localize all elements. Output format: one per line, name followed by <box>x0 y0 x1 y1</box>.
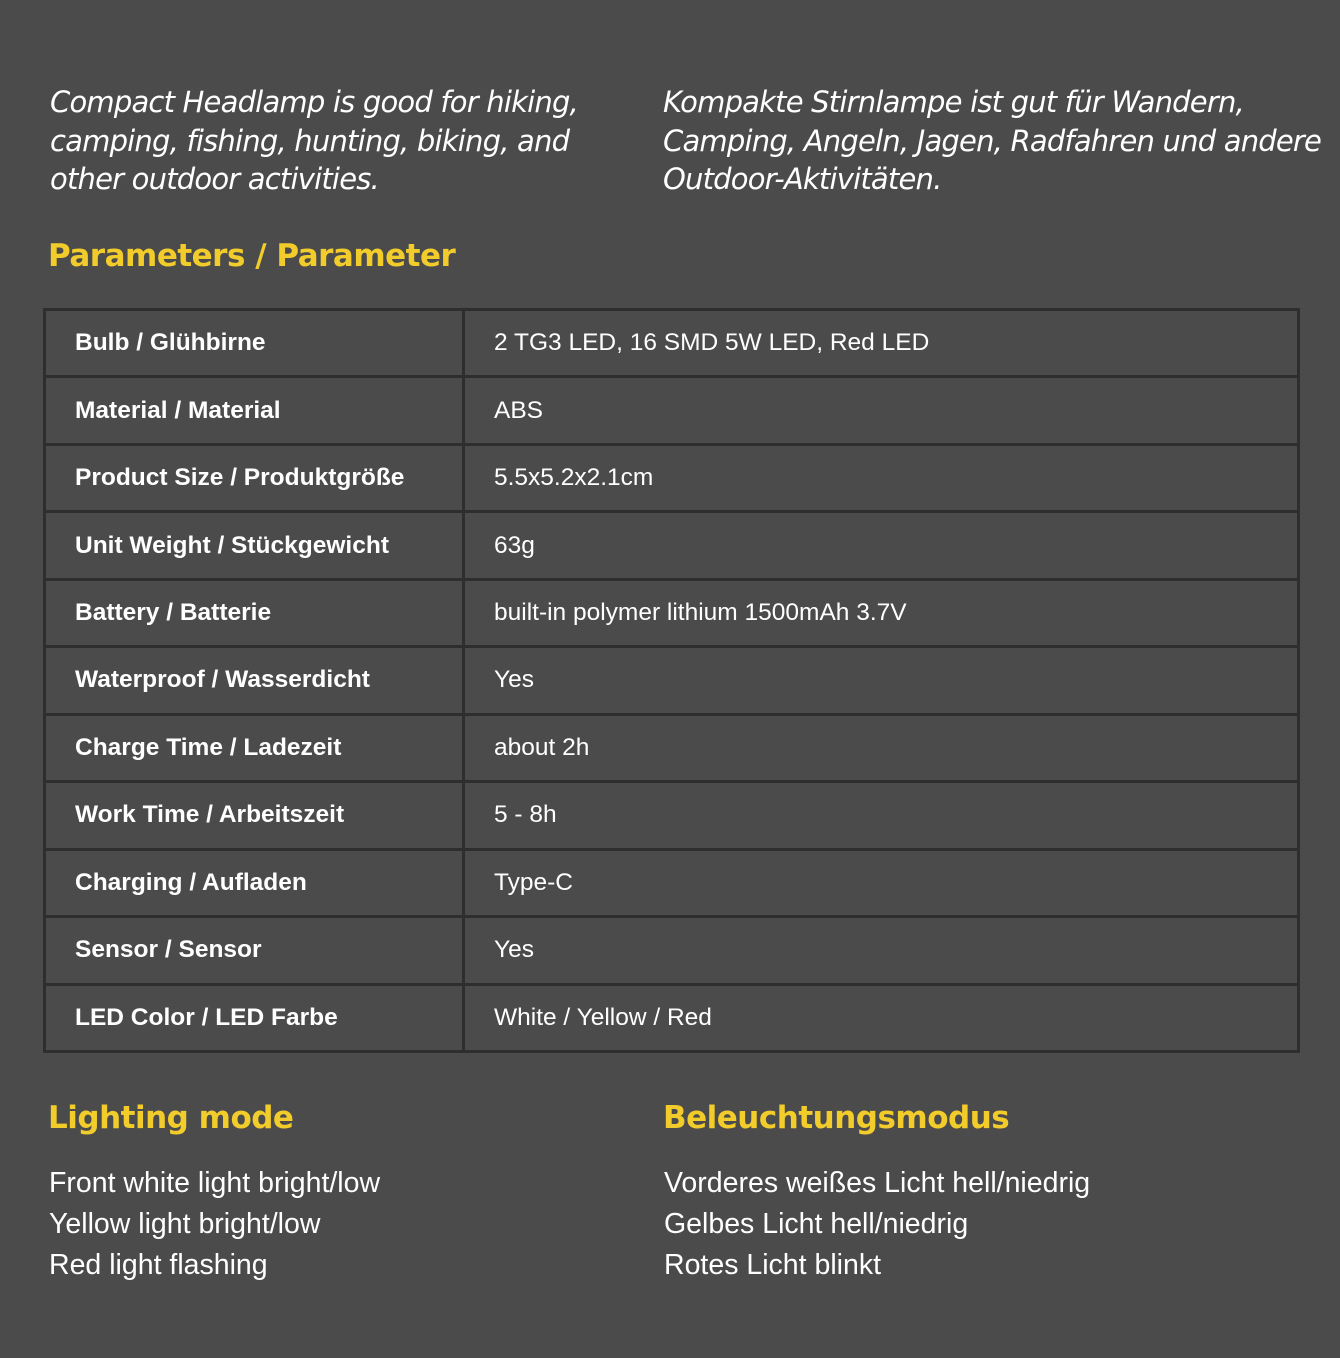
lighting-mode-heading-de: Beleuchtungsmodus <box>663 1100 1010 1136</box>
table-row <box>46 311 1297 375</box>
param-label: Bulb / Glühbirne <box>46 311 462 375</box>
param-label: Battery / Batterie <box>46 581 462 645</box>
table-row <box>46 446 1297 510</box>
param-label: Charge Time / Ladezeit <box>46 716 462 780</box>
param-value: built-in polymer lithium 1500mAh 3.7V <box>465 581 1297 645</box>
lighting-mode-heading-en: Lighting mode <box>48 1100 294 1136</box>
table-row <box>46 851 1297 915</box>
list-item: Gelbes Licht hell/niedrig <box>664 1208 969 1240</box>
param-value: ABS <box>465 378 1297 442</box>
parameters-table <box>43 308 1300 1053</box>
intro-text-en: Compact Headlamp is good for hiking, camping, fishing, hunting, biking, and other outdoor activities. <box>50 85 578 196</box>
param-value: 2 TG3 LED, 16 SMD 5W LED, Red LED <box>465 311 1297 375</box>
param-label: Sensor / Sensor <box>46 918 462 982</box>
list-item: Rotes Licht blinkt <box>664 1249 882 1281</box>
intro-text-de: Kompakte Stirnlampe ist gut für Wandern, Camping, Angeln, Jagen, Radfahren und andere Outdoor-Aktivitäten. <box>663 85 1322 196</box>
param-value: about 2h <box>465 716 1297 780</box>
lighting-mode-list-de <box>664 1163 1090 1286</box>
param-label: Work Time / Arbeitszeit <box>46 783 462 847</box>
table-row <box>46 918 1297 982</box>
param-label: Material / Material <box>46 378 462 442</box>
list-item: Vorderes weißes Licht hell/niedrig <box>664 1167 1091 1199</box>
param-label: Charging / Aufladen <box>46 851 462 915</box>
param-value: White / Yellow / Red <box>465 986 1297 1050</box>
lighting-mode-list-en <box>49 1163 380 1286</box>
table-row <box>46 648 1297 712</box>
table-row <box>46 581 1297 645</box>
table-row <box>46 716 1297 780</box>
list-item: Red light flashing <box>49 1249 268 1281</box>
param-label: Unit Weight / Stückgewicht <box>46 513 462 577</box>
parameters-heading: Parameters / Parameter <box>48 238 456 274</box>
param-value: 63g <box>465 513 1297 577</box>
param-value: 5 - 8h <box>465 783 1297 847</box>
param-label: Waterproof / Wasserdicht <box>46 648 462 712</box>
list-item: Front white light bright/low <box>49 1167 381 1199</box>
param-value: Yes <box>465 918 1297 982</box>
param-label: Product Size / Produktgröße <box>46 446 462 510</box>
param-value: Yes <box>465 648 1297 712</box>
param-label: LED Color / LED Farbe <box>46 986 462 1050</box>
table-row <box>46 378 1297 442</box>
table-row <box>46 783 1297 847</box>
list-item: Yellow light bright/low <box>49 1208 321 1240</box>
param-value: Type-C <box>465 851 1297 915</box>
table-row <box>46 513 1297 577</box>
param-value: 5.5x5.2x2.1cm <box>465 446 1297 510</box>
table-row <box>46 986 1297 1050</box>
